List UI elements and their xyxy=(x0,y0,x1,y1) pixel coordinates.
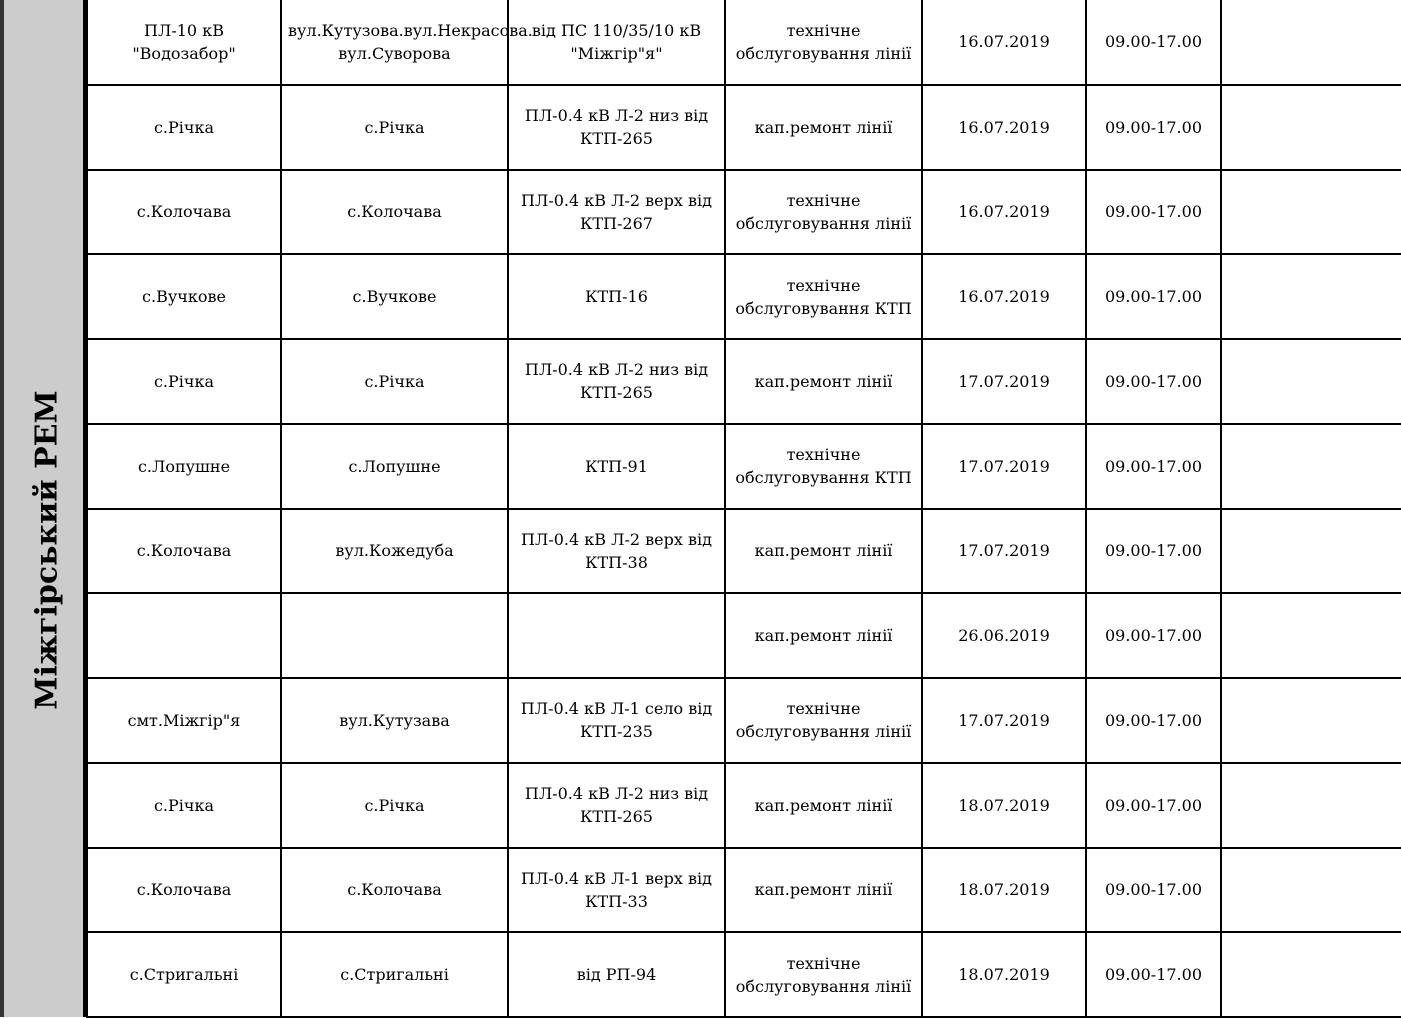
time-cell: 09.00-17.00 xyxy=(1086,170,1221,255)
table-row xyxy=(87,85,1401,170)
table-row xyxy=(87,509,1401,594)
schedule-rows xyxy=(87,0,1401,1017)
note-cell xyxy=(1221,339,1401,424)
address-cell: вул.Кутузава xyxy=(281,678,508,763)
source-cell: ПЛ-0.4 кВ Л-2 верх від КТП-267 xyxy=(508,170,725,255)
table-row xyxy=(87,848,1401,933)
object-cell: с.Вучкове xyxy=(87,254,281,339)
source-cell: ПЛ-0.4 кВ Л-2 верх від КТП-38 xyxy=(508,509,725,594)
source-cell: КТП-16 xyxy=(508,254,725,339)
work-type-cell: технічне обслуговування лінії xyxy=(725,170,922,255)
note-cell xyxy=(1221,170,1401,255)
time-cell: 09.00-17.00 xyxy=(1086,678,1221,763)
date-cell: 18.07.2019 xyxy=(922,848,1086,933)
object-cell xyxy=(87,593,281,678)
address-cell: с.Лопушне xyxy=(281,424,508,509)
object-cell: с.Колочава xyxy=(87,848,281,933)
date-cell: 18.07.2019 xyxy=(922,763,1086,848)
table-row xyxy=(87,763,1401,848)
department-label: Міжгірський РЕМ xyxy=(29,390,65,710)
source-cell: ПЛ-0.4 кВ Л-2 низ від КТП-265 xyxy=(508,339,725,424)
department-band xyxy=(0,0,86,1017)
source-cell: від РП-94 xyxy=(508,932,725,1017)
outage-schedule-table xyxy=(86,0,1401,1018)
date-cell: 17.07.2019 xyxy=(922,509,1086,594)
address-cell: с.Річка xyxy=(281,85,508,170)
object-cell: с.Колочава xyxy=(87,170,281,255)
work-type-cell: технічне обслуговування лінії xyxy=(725,0,922,85)
source-cell: КТП-91 xyxy=(508,424,725,509)
address-cell: вул.Кожедуба xyxy=(281,509,508,594)
date-cell: 16.07.2019 xyxy=(922,170,1086,255)
source-cell: ПЛ-0.4 кВ Л-2 низ від КТП-265 xyxy=(508,763,725,848)
address-cell: с.Колочава xyxy=(281,170,508,255)
time-cell: 09.00-17.00 xyxy=(1086,424,1221,509)
work-type-cell: кап.ремонт лінії xyxy=(725,848,922,933)
note-cell xyxy=(1221,509,1401,594)
time-cell: 09.00-17.00 xyxy=(1086,339,1221,424)
source-cell: ПЛ-0.4 кВ Л-1 село від КТП-235 xyxy=(508,678,725,763)
time-cell: 09.00-17.00 xyxy=(1086,763,1221,848)
address-cell: с.Стригальні xyxy=(281,932,508,1017)
work-type-cell: технічне обслуговування лінії xyxy=(725,678,922,763)
source-cell: ПЛ-0.4 кВ Л-2 низ від КТП-265 xyxy=(508,85,725,170)
work-type-cell: кап.ремонт лінії xyxy=(725,339,922,424)
object-cell: с.Колочава xyxy=(87,509,281,594)
object-cell: с.Лопушне xyxy=(87,424,281,509)
object-cell: с.Річка xyxy=(87,763,281,848)
object-cell: с.Річка xyxy=(87,339,281,424)
date-cell: 17.07.2019 xyxy=(922,339,1086,424)
table-row xyxy=(87,339,1401,424)
note-cell xyxy=(1221,0,1401,85)
work-type-cell: кап.ремонт лінії xyxy=(725,509,922,594)
source-cell: від ПС 110/35/10 кВ "Міжгір"я" xyxy=(508,0,725,85)
address-cell xyxy=(281,593,508,678)
source-cell: ПЛ-0.4 кВ Л-1 верх від КТП-33 xyxy=(508,848,725,933)
date-cell: 26.06.2019 xyxy=(922,593,1086,678)
time-cell: 09.00-17.00 xyxy=(1086,593,1221,678)
table-row xyxy=(87,254,1401,339)
address-cell: с.Річка xyxy=(281,339,508,424)
object-cell: ПЛ-10 кВ "Водозабор" xyxy=(87,0,281,85)
time-cell: 09.00-17.00 xyxy=(1086,509,1221,594)
work-type-cell: технічне обслуговування лінії xyxy=(725,932,922,1017)
date-cell: 18.07.2019 xyxy=(922,932,1086,1017)
object-cell: смт.Міжгір"я xyxy=(87,678,281,763)
work-type-cell: кап.ремонт лінії xyxy=(725,763,922,848)
work-type-cell: технічне обслуговування КТП xyxy=(725,424,922,509)
table-row xyxy=(87,932,1401,1017)
table-row xyxy=(87,593,1401,678)
address-cell: с.Вучкове xyxy=(281,254,508,339)
date-cell: 16.07.2019 xyxy=(922,85,1086,170)
address-cell: вул.Кутузова.вул.Некрасова. вул.Суворова xyxy=(281,0,508,85)
table-row xyxy=(87,170,1401,255)
date-cell: 17.07.2019 xyxy=(922,424,1086,509)
table-row xyxy=(87,0,1401,85)
time-cell: 09.00-17.00 xyxy=(1086,932,1221,1017)
time-cell: 09.00-17.00 xyxy=(1086,85,1221,170)
note-cell xyxy=(1221,254,1401,339)
object-cell: с.Стригальні xyxy=(87,932,281,1017)
table-row xyxy=(87,424,1401,509)
address-cell: с.Колочава xyxy=(281,848,508,933)
note-cell xyxy=(1221,424,1401,509)
note-cell xyxy=(1221,848,1401,933)
work-type-cell: кап.ремонт лінії xyxy=(725,85,922,170)
note-cell xyxy=(1221,678,1401,763)
time-cell: 09.00-17.00 xyxy=(1086,254,1221,339)
note-cell xyxy=(1221,593,1401,678)
date-cell: 16.07.2019 xyxy=(922,254,1086,339)
work-type-cell: кап.ремонт лінії xyxy=(725,593,922,678)
work-type-cell: технічне обслуговування КТП xyxy=(725,254,922,339)
date-cell: 16.07.2019 xyxy=(922,0,1086,85)
time-cell: 09.00-17.00 xyxy=(1086,848,1221,933)
table-row xyxy=(87,678,1401,763)
address-cell: с.Річка xyxy=(281,763,508,848)
source-cell xyxy=(508,593,725,678)
object-cell: с.Річка xyxy=(87,85,281,170)
time-cell: 09.00-17.00 xyxy=(1086,0,1221,85)
note-cell xyxy=(1221,763,1401,848)
note-cell xyxy=(1221,932,1401,1017)
note-cell xyxy=(1221,85,1401,170)
date-cell: 17.07.2019 xyxy=(922,678,1086,763)
